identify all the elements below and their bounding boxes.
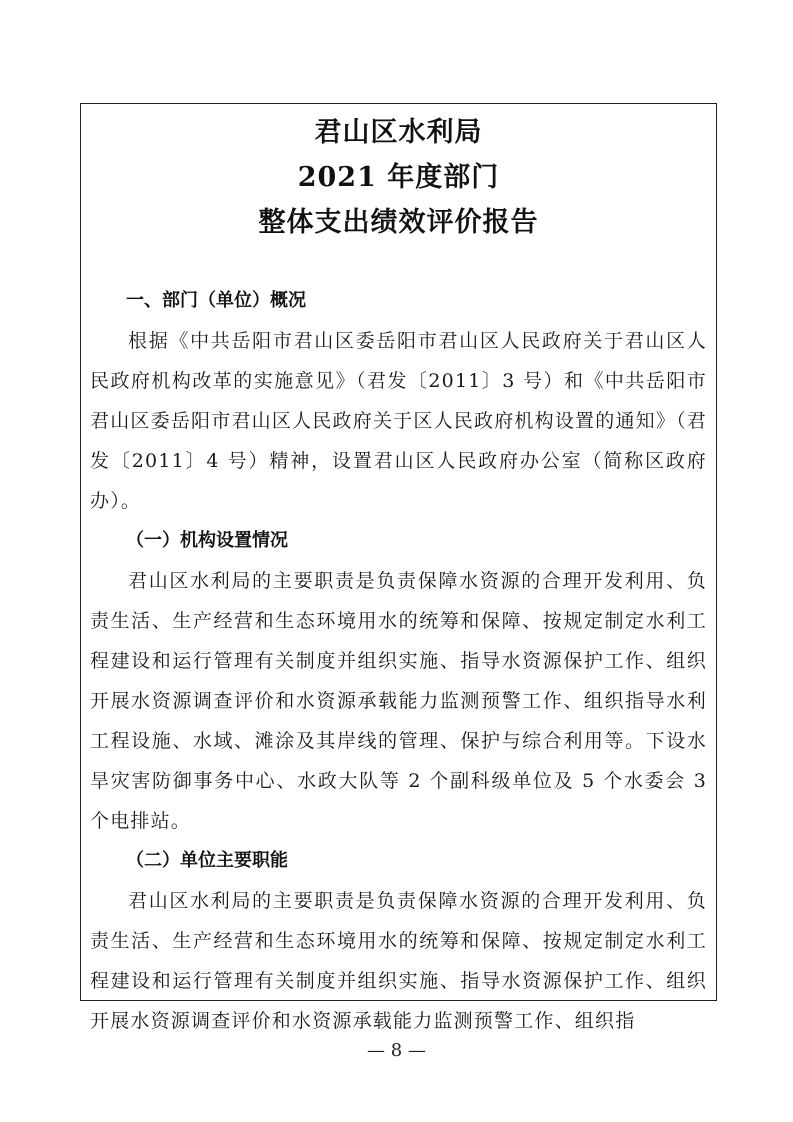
section-heading-overview: 一、部门（单位）概况 bbox=[126, 290, 306, 311]
title-line-3: 整体支出绩效评价报告 bbox=[258, 207, 539, 238]
document-body bbox=[81, 281, 716, 1041]
section-heading-organization: （一）机构设置情况 bbox=[126, 530, 288, 551]
section-heading-functions: （二）单位主要职能 bbox=[126, 850, 288, 871]
page-number: — 8 — bbox=[367, 1040, 426, 1061]
paragraph-functions: 君山区水利局的主要职责是负责保障水资源的合理开发利用、负责生活、生产经营和生态环境用水的统筹和保障、按规定制定水利工程建设和运行管理有关制度并组织实施、指导水资源保护工作、组织开展水资源调查评价和水资源承载能力监测预警工作、组织指 bbox=[90, 890, 707, 1032]
title-line-1: 君山区水利局 bbox=[314, 117, 483, 148]
paragraph-overview: 根据《中共岳阳市君山区委岳阳市君山区人民政府关于君山区人民政府机构改革的实施意见》（君发〔2011〕3 号）和《中共岳阳市君山区委岳阳市君山区人民政府关于区人民政府机构设置的通知》（君发〔2011〕4 号）精神，设置君山区人民政府办公室（简称区政府办）。 bbox=[90, 330, 707, 512]
document-title bbox=[81, 110, 716, 245]
title-line-2: 2021 年度部门 bbox=[297, 162, 500, 193]
document-frame bbox=[80, 103, 717, 1032]
paragraph-organization: 君山区水利局的主要职责是负责保障水资源的合理开发利用、负责生活、生产经营和生态环境用水的统筹和保障、按规定制定水利工程建设和运行管理有关制度并组织实施、指导水资源保护工作、组织开展水资源调查评价和水资源承载能力监测预警工作、组织指导水利工程设施、水域、滩涂及其岸线的管理、保护与综合利用等。下设水旱灾害防御事务中心、水政大队等 2 个副科级单位及 5 个水委会 3 个电排站。 bbox=[90, 570, 707, 832]
